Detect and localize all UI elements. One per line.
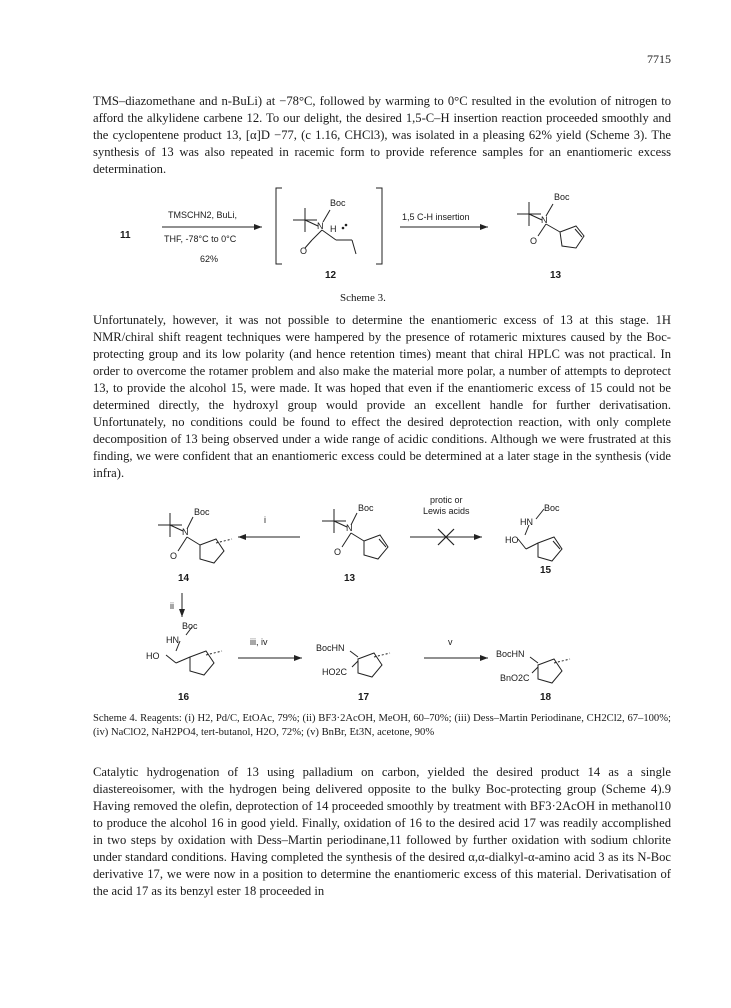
page-number: 7715 <box>647 52 671 66</box>
scheme3-n-13: N <box>541 215 548 225</box>
scheme4-boc-16: Boc <box>182 621 198 631</box>
structure-13-s4 <box>322 509 388 559</box>
scheme4-ho2c-17: HO2C <box>322 667 348 677</box>
scheme4-boc-13: Boc <box>358 503 374 513</box>
scheme3-o-13: O <box>530 236 538 246</box>
scheme-4-diagram <box>0 495 731 705</box>
scheme3-o-12: O <box>300 246 308 256</box>
scheme4-o-14: O <box>170 551 178 561</box>
scheme4-n-14: N <box>182 527 189 537</box>
paragraph-1: TMS–diazomethane and n-BuLi) at −78°C, followed by warming to 0°C resulted in the evolution of nitrogen to afford the alkylidene carbene 12. To our delight, the desired 1,5-C–H insertion reaction proceeded smoothly and the cyclopentene product 13, [α]D −77, (c 1.16, CHCl3), was isolated in a pleasing 62% yield (Scheme 3). The synthesis of 13 was also repeated in racemic form to provide reference samples for an enantiomeric excess determination. <box>93 94 671 176</box>
scheme4-hn-15: HN <box>520 517 533 527</box>
compound-13-s4-label: 13 <box>344 573 356 584</box>
scheme4-boc-14: Boc <box>194 507 210 517</box>
compound-12-label: 12 <box>325 270 337 281</box>
scheme4-protic-2: Lewis acids <box>423 506 470 516</box>
paragraph-3: Catalytic hydrogenation of 13 using palladium on carbon, yielded the desired product 14 as a single diastereoisomer, with the hydrogen being delivered opposite to the bulky Boc-protecting group (Scheme 4).9 Having removed the olefin, deprotection of 14 proceeded smoothly by treatment with BF3·2AcOH in methanol10 to produce the alcohol 16 in good yield. Finally, oxidation of 16 to the desired acid 17 was readily accomplished in two steps by oxidation with Dess–Martin periodinane,11 followed by further oxidation with sodium chlorite under standard conditions. Having completed the synthesis of the desired α,α-dialkyl-α-amino acid 3 as its N-Boc derivative 17, we were now in a position to determine the enantiomeric excess of this material. Derivatisation of the acid 17 as its benzyl ester 18 proceeded in <box>93 765 671 898</box>
paragraph-2: Unfortunately, however, it was not possible to determine the enantiomeric excess of 13 at this stage. 1H NMR/chiral shift reagent techniques were hampered by the presence of rotameric mixtures caused by the Boc-protecting group and its low polarity (and hence retention times) meant that chiral HPLC was not practical. In order to overcome the rotamer problem and also make the material more polar, a number of attempts to deprotect 13, to provide the alcohol 15, were made. It was hoped that even if the enantiomeric excess of 15 could not be determined directly, the hydroxyl group would provide an excellent handle for further derivatisation. Unfortunately, no conditions could be found to effect the desired deprotection reaction, with only complete decomposition of 13 being observed under a wide range of acidic conditions. Although we were frustrated at this finding, we were confident that an enantiomeric excess could be determined at a later stage in the synthesis (vide infra). <box>93 313 671 480</box>
scheme3-reagent-2: THF, -78°C to 0°C <box>164 234 237 244</box>
scheme3-yield: 62% <box>200 254 219 264</box>
scheme4-n-13: N <box>346 523 353 533</box>
scheme4-step-ii: ii <box>170 601 174 611</box>
compound-18-label: 18 <box>540 692 552 703</box>
compound-11-label: 11 <box>120 230 131 241</box>
compound-17-label: 17 <box>358 692 370 703</box>
scheme3-h-12: H <box>330 224 337 234</box>
scheme4-boc-15: Boc <box>544 503 560 513</box>
scheme4-bochn-17: BocHN <box>316 643 345 653</box>
scheme4-ho-16: HO <box>146 651 160 661</box>
scheme4-bno2c-18: BnO2C <box>500 673 530 683</box>
structure-18 <box>530 657 570 683</box>
scheme3-boc-13: Boc <box>554 192 570 202</box>
scheme3-step-label: 1,5 C-H insertion <box>402 212 470 222</box>
compound-16-label: 16 <box>178 692 190 703</box>
compound-13-label: 13 <box>550 270 562 281</box>
scheme4-step-iii-iv: iii, iv <box>250 637 268 647</box>
scheme-3-caption: Scheme 3. <box>340 292 386 304</box>
scheme-4-caption: Scheme 4. Reagents: (i) H2, Pd/C, EtOAc, 79%; (ii) BF3·2AcOH, MeOH, 60–70%; (iii) Dess–Martin Periodinane, CH2Cl2, 67–100%; (iv) NaClO2, NaH2PO4, tert-butanol, H2O, 72%; (v) BnBr, Et3N, acetone, 90% <box>93 713 671 738</box>
scheme4-step-v: v <box>448 637 453 647</box>
structure-13 <box>517 202 584 248</box>
scheme3-n-12: N <box>317 221 324 231</box>
scheme4-step-i: i <box>264 515 266 525</box>
scheme4-o-13: O <box>334 547 342 557</box>
structure-17 <box>350 651 390 677</box>
scheme3-boc-12: Boc <box>330 198 346 208</box>
scheme4-hn-16: HN <box>166 635 179 645</box>
scheme3-reagent-1: TMSCHN2, BuLi, <box>168 210 238 220</box>
scheme4-bochn-18: BocHN <box>496 649 525 659</box>
compound-15-label: 15 <box>540 565 552 576</box>
scheme4-protic-1: protic or <box>430 495 463 505</box>
compound-14-label: 14 <box>178 573 190 584</box>
scheme4-ho-15: HO <box>505 535 519 545</box>
scheme-3-diagram <box>0 180 731 292</box>
